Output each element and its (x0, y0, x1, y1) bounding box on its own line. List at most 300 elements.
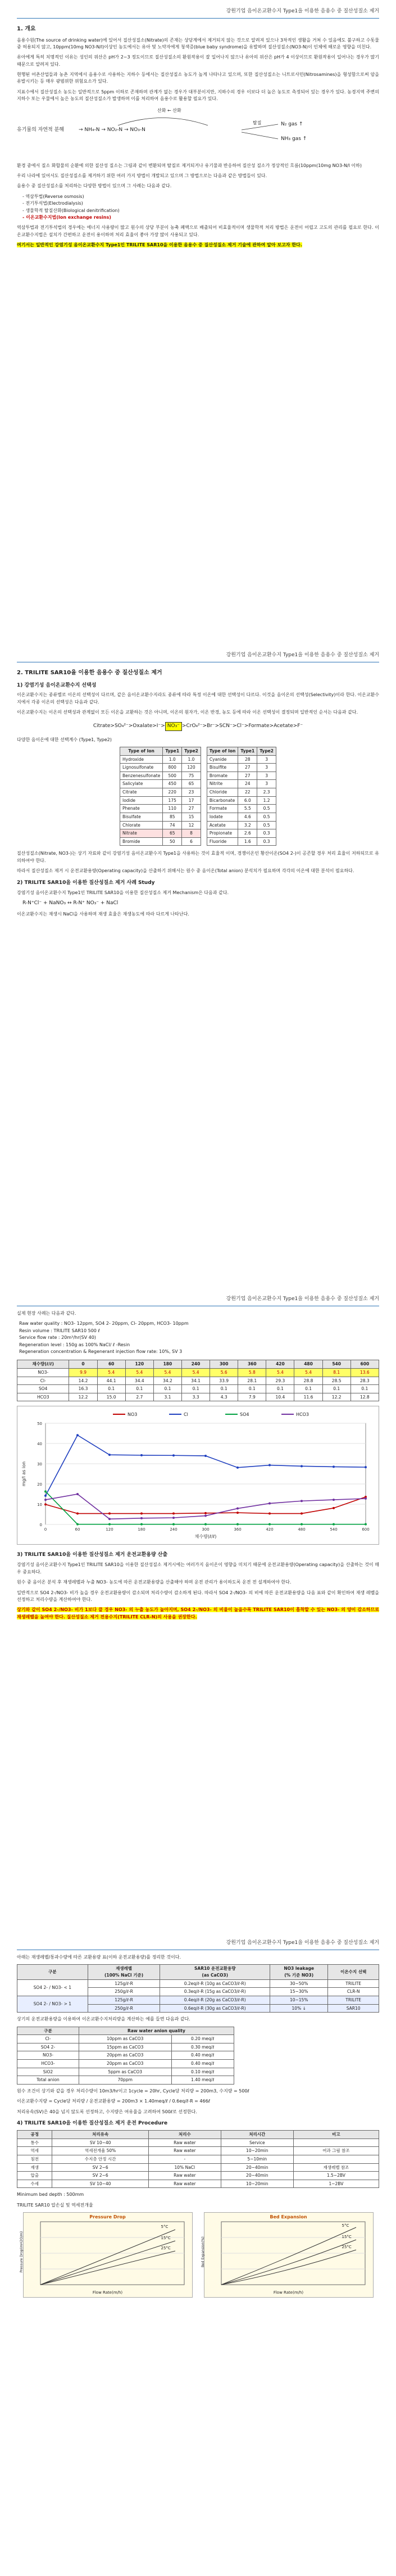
column-header: 180 (153, 1360, 181, 1369)
table-row (17, 2051, 234, 2060)
data-point (301, 1523, 303, 1526)
table-cell: 120 (182, 764, 201, 772)
x-axis-label: 채수량(ℓ/ℓ) (194, 1534, 217, 1540)
table-cell: 10ppm as CaCO3 (79, 2035, 171, 2043)
paragraph: 이온교환수지는 이온의 선택성과 관계없이 모든 이온을 교환하는 것은 아니며, 이온의 원자가, 이온 반경, 농도 등에 따라 이온 선택성이 결정되며 일반적인 순서는 다음과 같다. (17, 710, 358, 715)
chart-title: Bed Expansion (270, 2214, 307, 2220)
table-cell: 5.4 (294, 1368, 322, 1377)
data-point (236, 1512, 239, 1514)
cycle-chain: → NH₄-N → NO₂-N → NO₃-N (79, 127, 145, 133)
table-cell: Bicarbonate (207, 796, 238, 805)
x-tick-label: 600 (362, 1527, 370, 1532)
table-row (120, 796, 201, 805)
table-cell: 34.1 (181, 1377, 210, 1385)
table-cell: 2.6 (238, 829, 257, 838)
table-cell: 5.4 (153, 1368, 181, 1377)
table-cell: Lignosulfonate (120, 764, 163, 772)
section-title: 1. 개요 (17, 26, 36, 32)
paragraph: 원수 조건이 상기와 같을 경우 처리수량이 10m3/hr이고 1cycle = 20hr, Cycle당 처리량 = 200m3, 수지량 = 500ℓ (17, 2088, 249, 2094)
list-item: - 이온교환수지법(Ion exchange resins) (22, 214, 379, 221)
table-cell: SV 2~6 (52, 2163, 148, 2172)
table-cell: 10~20min (221, 2180, 293, 2188)
data-point (140, 1517, 143, 1519)
page-2 (0, 644, 396, 1288)
column-header: 420 (266, 1360, 294, 1369)
cycle-output-n2: N₂ gas ↑ (281, 121, 303, 127)
table-row (207, 837, 276, 846)
data-point (108, 1518, 111, 1521)
data-point (44, 1491, 47, 1493)
data-point (204, 1455, 207, 1457)
table-cell: 통수 (17, 2139, 52, 2147)
table-cell: Propionate (207, 829, 238, 838)
table-cell: 역세 (17, 2147, 52, 2155)
x-axis-label: Flow Rate(m/h) (273, 2290, 304, 2295)
data-point (44, 1495, 47, 1497)
table-cell: 0.30 meq/ℓ (171, 2043, 234, 2051)
table-cell: 5.8 (238, 1368, 266, 1377)
paragraph: 음용수 중 질산성질소를 처리하는 다양한 방법이 있으며 그 사례는 다음과 같다. (17, 183, 172, 189)
paragraph: 이온교환수지는 재생시 NaCl을 사용하며 재생 효율은 재생농도에 따라 다르게 나타난다. (17, 911, 189, 917)
y-axis-label: Pressure Drop(mH2O/m) (19, 2231, 24, 2273)
table-cell: 11.6 (294, 1393, 322, 1401)
condition-line: Regeneration level : 150g as 100% NaCl/ ℓ -Resin (19, 1342, 130, 1347)
table-cell: 27 (182, 805, 201, 813)
table-cell: 0.20 meq/ℓ (171, 2035, 234, 2043)
table-cell (293, 2139, 379, 2147)
table-row (120, 813, 201, 821)
table-cell: 12 (182, 821, 201, 829)
column-header: 60 (97, 1360, 125, 1369)
table-cell: 10.4 (266, 1393, 294, 1401)
row-label: Cl- (17, 1377, 69, 1385)
table-cell: 0.1 (238, 1385, 266, 1393)
table-cell: 역세전개율 50% (52, 2147, 148, 2155)
nitrogen-cycle-diagram (17, 107, 379, 158)
hydraulic-charts (17, 2212, 379, 2298)
table-cell: 75 (182, 772, 201, 780)
table-cell: 수지층 안정 시간 (52, 2155, 148, 2163)
table-cell: 33.9 (210, 1377, 238, 1385)
paragraph: Minimum bed depth : 500mm (17, 2192, 84, 2198)
list-item: - 생물학적 탈질산화(Biological denitrification) (22, 207, 379, 214)
table-cell: 65 (163, 829, 182, 838)
table-cell: Raw water (148, 2147, 221, 2155)
table-cell: 수세 (17, 2180, 52, 2188)
table-cell: 15ppm as CaCO3 (79, 2043, 171, 2051)
table-cell: 5.6 (210, 1368, 238, 1377)
selectivity-formula: Citrate>SO₄²⁻>Oxalate>I⁻> NO₃⁻ >CrO₄²⁻>Br⁻>SCN⁻>Cl⁻>Formate>Acetate>F⁻ (17, 722, 379, 731)
column-header: 480 (294, 1360, 322, 1369)
table-cell: 20~40min (221, 2163, 293, 2172)
cycle-output-nh3: NH₃ gas ↑ (281, 136, 307, 142)
data-point (333, 1499, 335, 1501)
selectivity-table-right: Type of Ion Type1 Type2 Cyanide 28 3 Bisulfite 27 3 Bromate 27 3 Nitrite 24 3 Chloride 22 2.3 Bicarbonate 6.0 1.2 Formate 5.5 0.5 Iodate 4.6 0.5 Acetate 3.2 0.5 Propionate 2.6 0.3 Fluoride 1.6 0.3 (207, 747, 276, 846)
table-cell: 10~20min (221, 2147, 293, 2155)
list-item: - 전기투석법(Electrodialysis) (22, 200, 379, 207)
condition-list (19, 1320, 379, 1355)
paragraph: 이온교환수지는 종류별로 이온의 선택성이 다르며, 같은 음이온교환수지라도 종류에 따라 특정 이온에 대한 선택성이 다르다. 이것을 음이온의 선택성(Selectivity)이라 한다. 이온교환수지에서 각종 이온의 선택성은 다음과 같다. (17, 692, 379, 705)
table-cell: Total anion (17, 2076, 79, 2085)
table-cell: 12.2 (322, 1393, 351, 1401)
page-header: 강원기업 음이온교환수지 Type1을 이용한 음용수 중 질산성질소 제거 (226, 1940, 379, 1946)
table-cell: 0.3 (257, 837, 276, 846)
y-tick-label: 30 (37, 1462, 42, 1467)
table-cell: 220 (163, 788, 182, 797)
table-cell: 0.5 (257, 821, 276, 829)
x-tick-label: 360 (234, 1527, 242, 1532)
table-cell: 5ppm as CaCO3 (79, 2068, 171, 2076)
table-row: SO4 2- / NO3- < 1 125g/ℓ-R 0.2eq/ℓ-R (10g as CaCO3/ℓ-R) 30~50% TRILITE (17, 1979, 379, 1988)
plot-area (45, 1423, 366, 1524)
condition-line: Resin volume : TRILITE SAR10 500 ℓ (19, 1328, 100, 1333)
paragraph: 원수 중 음이온 분석 후 재생레벨과 누출 NO3- 농도에 따른 운전교환용량을 산출해야 하며 운전 관리가 용이하도록 운전 전 설계하여야 한다. (17, 1580, 292, 1585)
table-cell: 85 (163, 813, 182, 821)
page-1 (0, 0, 396, 644)
temp-label: 25°C (342, 2245, 352, 2250)
nitrate-highlight: NO₃⁻ (165, 722, 182, 731)
legend-label: HCO3 (296, 1412, 309, 1418)
paragraph: 따라서 질산성질소 제거 시 운전교환용량(Operating capacity)을 산출하기 위해서는 원수 중 음이온(Total anion) 분석치가 필요하며 각각의 이온에 대한 분석이 필요하다. (17, 868, 354, 874)
table-cell: 5~10min (221, 2155, 293, 2163)
data-point (172, 1455, 175, 1457)
data-point (172, 1513, 175, 1515)
table-cell: 175 (163, 796, 182, 805)
list-item: - 역삼투법(Reverse osmosis) (22, 193, 379, 200)
table-row (120, 829, 201, 838)
paragraph: 상기의 운전교환용량을 이용하여 이온교환수지처리량을 계산하는 예를 들면 다음과 같다. (17, 2016, 190, 2022)
data-point (333, 1523, 335, 1526)
table-cell: 1.2 (257, 796, 276, 805)
data-point (236, 1523, 239, 1526)
table-cell: 20~40min (221, 2172, 293, 2180)
data-point (268, 1523, 271, 1526)
table-cell: Raw water (148, 2172, 221, 2180)
procedure-table: 공정 처리유속 처리수 처리시간 비고 통수 SV 10~40 Raw water Service 역세 역세전개율 50% Raw water 10~20min 여과 그림 참조 침전 수지층 안정 시간 - 5~10min 재생 SV 2~6 10% NaCl 20~40min 재생레벨 참조 압출 SV 2~6 Raw water 20~40min 1.5~2BV 수세 SV 10~40 Raw water 10~20min 1~2BV (17, 2130, 379, 2188)
y-tick-label: 20 (37, 1482, 42, 1487)
data-point (172, 1517, 175, 1519)
x-tick-label: 0 (44, 1527, 47, 1532)
table-cell: Benzenesulfonate (120, 772, 163, 780)
paragraph (17, 1607, 379, 1621)
table-cell: 0.10 meq/ℓ (171, 2068, 234, 2076)
temp-label: 15°C (161, 2236, 171, 2241)
data-point (204, 1515, 207, 1517)
table-cell: 7.9 (238, 1393, 266, 1401)
table-cell: 65 (182, 780, 201, 788)
table-cell: 3 (257, 755, 276, 764)
x-tick-label: 240 (170, 1527, 177, 1532)
table-cell: Salicylate (120, 780, 163, 788)
table-cell: 44.1 (97, 1377, 125, 1385)
table-cell: 27 (238, 764, 257, 772)
paragraph: 실제 현장 사례는 다음과 같다. (17, 1311, 76, 1316)
temp-label: 15°C (342, 2235, 352, 2240)
table-cell: 34.4 (125, 1377, 153, 1385)
table-cell: 9.9 (69, 1368, 97, 1377)
table-row (17, 1393, 379, 1401)
data-point (76, 1513, 79, 1515)
table-cell: 압출 (17, 2172, 52, 2180)
table-cell: 17 (182, 796, 201, 805)
column-header: 360 (238, 1360, 266, 1369)
x-tick-label: 540 (330, 1527, 338, 1532)
table-cell: 29.3 (266, 1377, 294, 1385)
table-cell: 0.1 (210, 1385, 238, 1393)
page-header: 강원기업 음이온교환수지 Type1을 이용한 음용수 중 질산성질소 제거 (226, 8, 379, 14)
table-cell: 500 (163, 772, 182, 780)
table-cell: Iodate (207, 813, 238, 821)
paragraph: 역삼투법과 전기투석법의 경우에는 에너지 사용량이 많고 원수의 상당 부분이 농축 폐액으로 배출되어 비효율적이며 생물학적 처리 방법은 운전이 어렵고 고도의 관리를 필요로 한다. 이온교환수지법은 설치가 간편하고 운전이 용이하며 처리 효율이 좋아 가장 많이 사용되고 있다. (17, 225, 379, 237)
table-cell: Bisulfate (120, 813, 163, 821)
table-cell: 5.4 (181, 1368, 210, 1377)
table-cell: 28.3 (351, 1377, 379, 1385)
table-cell: Raw water (148, 2180, 221, 2188)
temp-label: 5°C (342, 2223, 349, 2228)
table-row (17, 2060, 234, 2068)
y-tick-label: 40 (37, 1442, 42, 1447)
table-cell: Service (221, 2139, 293, 2147)
table-cell: 14.2 (69, 1377, 97, 1385)
table-cell: 0.5 (257, 805, 276, 813)
table-row: SO4 2- / NO3- > 1 125g/ℓ-R 0.4eq/ℓ-R (20g as CaCO3/ℓ-R) 10~15% TRILITE (17, 1996, 379, 2004)
table-cell: 12.8 (351, 1393, 379, 1401)
table-cell: 27 (238, 772, 257, 780)
table-cell: 여과 그림 참조 (293, 2147, 379, 2155)
table-cell: SV 10~40 (52, 2139, 148, 2147)
paragraph: 질산성질소(Nitrate, NO3-)는 상기 자료와 같이 강염기성 음이온교환수지 Type1을 사용하는 것이 효율적 이며, 경쟁이온인 황산이온(SO4 2-)이 공존할 경우 처리 효율이 저하되므로 유의하여야 한다. (17, 851, 379, 863)
table-cell: 28.1 (238, 1377, 266, 1385)
table-cell: 0.1 (97, 1385, 125, 1393)
paragraph: 현행된 어촌산업들과 농촌 지역에서 음용수로 사용하는 지하수 등에서는 질산성질소 농도가 높게 나타나고 있으며, 또한 질산성질소는 니트로사민(Nitrosamines)을 형성함으로써 암을 유발시키는 등 매우 광범위한 위험요소가 있다. (17, 72, 379, 84)
subsection-title: 2) TRILITE SAR10을 이용한 질산성질소 제거 사례 Study (17, 879, 155, 886)
table-cell: 0.1 (322, 1385, 351, 1393)
paragraph (17, 163, 379, 169)
x-tick-label: 480 (298, 1527, 306, 1532)
cycle-top-label: 산화 ← 산화 (157, 107, 181, 113)
table-row (120, 755, 201, 764)
y-axis-label: mg/l as ion (21, 1461, 26, 1487)
table-cell: 12.2 (69, 1393, 97, 1401)
table-cell: SV 2~6 (52, 2172, 148, 2180)
data-point (172, 1523, 175, 1526)
table-cell: 20ppm as CaCO3 (79, 2060, 171, 2068)
data-point (108, 1523, 111, 1526)
paragraph: 처리유속(SV)은 40을 넘지 않도록 선정하고, 수지량은 여유율을 고려하여 500ℓ로 선정한다. (17, 2109, 197, 2114)
data-point (268, 1464, 271, 1467)
table-row (207, 755, 276, 764)
table-row (207, 813, 276, 821)
table-cell: 3.1 (153, 1393, 181, 1401)
raw-water-table: 구분 Raw water anion quality Cl- 10ppm as CaCO3 0.20 meq/ℓ SO4 2- 15ppm as CaCO3 0.30 meq/ℓ NO3- 20ppm as CaCO3 0.40 meq/ℓ HCO3- 20ppm as CaCO3 0.40 meq/ℓ SiO2 5ppm as CaCO3 0.10 meq/ℓ Total anion 70ppm 1.40 meq/ℓ (17, 2027, 234, 2085)
data-point (140, 1513, 143, 1515)
table-cell: 74 (163, 821, 182, 829)
table-cell: 50 (163, 837, 182, 846)
data-point (333, 1466, 335, 1468)
table-row (120, 764, 201, 772)
table-cell: 재생 (17, 2163, 52, 2172)
x-tick-label: 60 (75, 1527, 80, 1532)
table-cell: SV 10~40 (52, 2180, 148, 2188)
method-list (17, 193, 379, 222)
table-cell: 1.0 (163, 755, 182, 764)
highlighted-text: 여기서는 일반적인 강염기성 음이온교환수지 Type1인 TRILITE SAR10을 이용한 음용수 중 질산성질소 제거 기술에 관하여 알아 보고자 한다. (17, 242, 302, 248)
pressure-drop-chart (19, 2212, 193, 2298)
table-row (17, 1368, 379, 1377)
table-row (207, 764, 276, 772)
table-cell: 재생레벨 참조 (293, 2163, 379, 2172)
table-row (17, 2163, 379, 2172)
table-cell: 70ppm (79, 2076, 171, 2085)
table-cell: 15 (182, 813, 201, 821)
bed-expansion-chart (201, 2212, 374, 2298)
table-cell: 22 (238, 788, 257, 797)
column-header: 300 (210, 1360, 238, 1369)
table-cell: Bromide (120, 837, 163, 846)
data-point (108, 1513, 111, 1515)
table-cell: 6.0 (238, 796, 257, 805)
table-cell: 6 (182, 837, 201, 846)
data-point (268, 1503, 271, 1505)
row-label: HCO3 (17, 1393, 69, 1401)
table-cell: 0.40 meq/ℓ (171, 2051, 234, 2060)
data-point (236, 1508, 239, 1510)
x-axis-label: Flow Rate(m/h) (92, 2290, 123, 2295)
table-cell: 28.5 (322, 1377, 351, 1385)
table-cell: 16.3 (69, 1385, 97, 1393)
table-cell: 3.2 (238, 821, 257, 829)
legend-label: SO4 (240, 1412, 249, 1418)
table-cell: 5.4 (97, 1368, 125, 1377)
table-row (17, 2076, 234, 2085)
data-point (140, 1454, 143, 1456)
table-cell: Cyanide (207, 755, 238, 764)
table-cell: 450 (163, 780, 182, 788)
paragraph: 이온교환수지량 = Cycle당 처리량 / 운전교환용량 = 200m3 × 1.40meq/ℓ / 0.6eq/ℓ-R = 466ℓ (17, 2099, 210, 2104)
table-cell: 34.2 (153, 1377, 181, 1385)
breakthrough-table (17, 1360, 379, 1401)
data-point (76, 1493, 79, 1495)
paragraph: 강염기성 음이온교환수지 Type1인 TRILITE SAR10을 이용한 질산성질소 제거 Mechanism은 다음과 같다. (17, 890, 229, 895)
paragraph (17, 242, 379, 249)
x-tick-label: 300 (202, 1527, 210, 1532)
column-header: 540 (322, 1360, 351, 1369)
table-cell: Raw water (148, 2139, 221, 2147)
temp-label: 5°C (161, 2225, 169, 2230)
table-cell: - (148, 2155, 221, 2163)
table-row: 250g/ℓ-R 0.6eq/ℓ-R (30g as CaCO3/ℓ-R) 10% ↓ SAR10 (17, 2004, 379, 2013)
table-row (207, 780, 276, 788)
table-row (207, 788, 276, 797)
table-cell: 8.1 (322, 1368, 351, 1377)
cycle-origin-label: 유기물의 자연적 분해 (17, 127, 64, 133)
data-point (301, 1500, 303, 1503)
legend-label: NO3 (128, 1412, 138, 1418)
paragraph: 우리 나라에 있어서도 질산성질소를 제거하기 위한 여러 가지 방법이 개발되고 있으며 그 방법으로는 다음과 같은 방법들이 있다. (17, 173, 267, 179)
data-point (333, 1507, 335, 1509)
row-label: SO4 (17, 1385, 69, 1393)
subsection-title: 3) TRILITE SAR10을 이용한 질산성질소 제거 운전교환용량 산출 (17, 1552, 168, 1558)
table-cell: 24 (238, 780, 257, 788)
mechanism-equation: R-N⁺Cl⁻ + NaNO₃ ↔ R-N⁺ NO₃⁻ + NaCl (22, 900, 119, 906)
table-cell: Cl- (17, 2035, 79, 2043)
paragraph: TRILITE SAR10 압손실 및 역세전개율 (17, 2202, 93, 2208)
table-cell: Citrate (120, 788, 163, 797)
y-tick-label: 0 (39, 1523, 42, 1528)
y-tick-label: 50 (37, 1422, 42, 1427)
table-row: 250g/ℓ-R 0.3eq/ℓ-R (15g as CaCO3/ℓ-R) 15~30% CLR-N (17, 1988, 379, 1996)
table-row (17, 2035, 234, 2043)
table-cell: 1~2BV (293, 2180, 379, 2188)
table-cell: 2.3 (257, 788, 276, 797)
table-cell: 5.5 (238, 805, 257, 813)
table-row (207, 821, 276, 829)
capacity-table: 구분 재생레벨 (100% NaCl 기준) SAR10 운전교환용량 (as CaCO3) NO3 leakage (% 기준 NO3) 이온수지 선택 SO4 2- / NO3- < 1 125g/ℓ-R 0.2eq/ℓ-R (10g as CaCO3/ℓ-R) 30~50% TRILITE 250g/ℓ-R 0.3eq/ℓ-R (15g as CaCO3/ℓ-R) 15~30% CLR-N SO4 2- / NO3- > 1 125g/ℓ-R 0.4eq/ℓ-R (20g as CaCO3/ℓ-R) 10~15% TRILITE 250g/ℓ-R 0.6eq/ℓ-R (30g as CaCO3/ℓ-R) 10% ↓ SAR10 (17, 1964, 379, 2013)
table-cell: 3 (257, 772, 276, 780)
x-tick-label: 180 (138, 1527, 145, 1532)
table-row (207, 796, 276, 805)
table-cell: 0.1 (266, 1385, 294, 1393)
table-cell: 4.6 (238, 813, 257, 821)
table-row (207, 805, 276, 813)
data-point (108, 1454, 111, 1456)
table-cell: 28 (238, 755, 257, 764)
table-cell: 침전 (17, 2155, 52, 2163)
data-point (236, 1467, 239, 1469)
condition-line: Raw water quality : NO3- 12ppm, SO4 2- 20ppm, Cl- 20ppm, HCO3- 10ppm (19, 1321, 189, 1327)
highlighted-text: 상기와 같이 SO4 2-/NO3- 비가 1보다 클 경우 NO3- 의 누출 농도가 높아지며, SO4 2-/NO3- 의 비율이 높을수록 TRILITE SAR10이 흡착할 수 있는 NO3- 의 양이 감소하므로 재생레벨을 높여야 한다. 질산성질소 제거 전용수지(TRILITE CLR-N)의 사용을 권장한다. (17, 1607, 379, 1619)
paragraph: 음용수원(The source of drinking water)에 있어서 질산성질소(Nitrate)의 존재는 상당계에서 제거되지 않는 것으로 알려져 있으나 3차적인 생활을 거쳐 수 있음에도 불구하고 수돗물 중 허용되지 않고, 10ppm(10mg NO3-N/l)이상인 농도에서는 유아 및 노약자에게 청색증(blue baby syndrome)을 유발하며 질산성질소(NO3-N)이 인체에 해로운 영향을 미친다. (17, 37, 379, 49)
breakthrough-chart (17, 1406, 379, 1545)
table-cell: 1.5~2BV (293, 2172, 379, 2180)
table-cell: 1.6 (238, 837, 257, 846)
table-cell: 0.1 (153, 1385, 181, 1393)
table-row (120, 837, 201, 846)
table-cell: 0.1 (125, 1385, 153, 1393)
column-header: 600 (351, 1360, 379, 1369)
table-cell: Chloride (207, 788, 238, 797)
table-row (17, 2068, 234, 2076)
data-point (76, 1434, 79, 1437)
data-point (365, 1467, 367, 1469)
table-cell: Acetate (207, 821, 238, 829)
table-cell: Nitrite (207, 780, 238, 788)
table-row (17, 2139, 379, 2147)
table-cell: 2.7 (125, 1393, 153, 1401)
highlighted-text: 환경 중에서 질소 화합물의 순환에 의한 질산성 질소는 그림과 같이 변환되며 탈질로 제거되거나 유기물과 반응하여 질산성 질소가 정상적인 흐름(10ppm(10mg NO3-N/l 이하) (17, 163, 362, 168)
table-cell: 13.6 (351, 1368, 379, 1377)
cycle-arrows (17, 107, 379, 158)
table-row (17, 2043, 234, 2051)
table-cell: 0.40 meq/ℓ (171, 2060, 234, 2068)
y-axis-label: Bed Expansion(%) (201, 2236, 205, 2268)
table-cell: 8 (182, 829, 201, 838)
table-row (120, 772, 201, 780)
table-cell: 5.4 (125, 1368, 153, 1377)
table-row (120, 821, 201, 829)
legend-label: Cl (184, 1412, 188, 1418)
page-header: 강원기업 음이온교환수지 Type1을 이용한 음용수 중 질산성질소 제거 (226, 1296, 379, 1302)
condition-line: Service flow rate : 20m³/hr(SV 40) (19, 1335, 96, 1341)
table-cell: Bromate (207, 772, 238, 780)
table-row (120, 805, 201, 813)
paragraph: 일반적으로 SO4 2-/NO3- 비가 높을 경우 운전교환용량이 감소되며 처리수량이 감소하게 된다. 따라서 SO4 2-/NO3- 의 비에 따른 운전교환용량을 다음 표와 같이 확인하여 재생 레벨을 선정하고 처리수량을 계산하여야 한다. (17, 1590, 379, 1602)
table-cell: 1.0 (182, 755, 201, 764)
table-cell: 23 (182, 788, 201, 797)
table-cell: 15.0 (97, 1393, 125, 1401)
table-cell: 20ppm as CaCO3 (79, 2051, 171, 2060)
column-header: 240 (181, 1360, 210, 1369)
